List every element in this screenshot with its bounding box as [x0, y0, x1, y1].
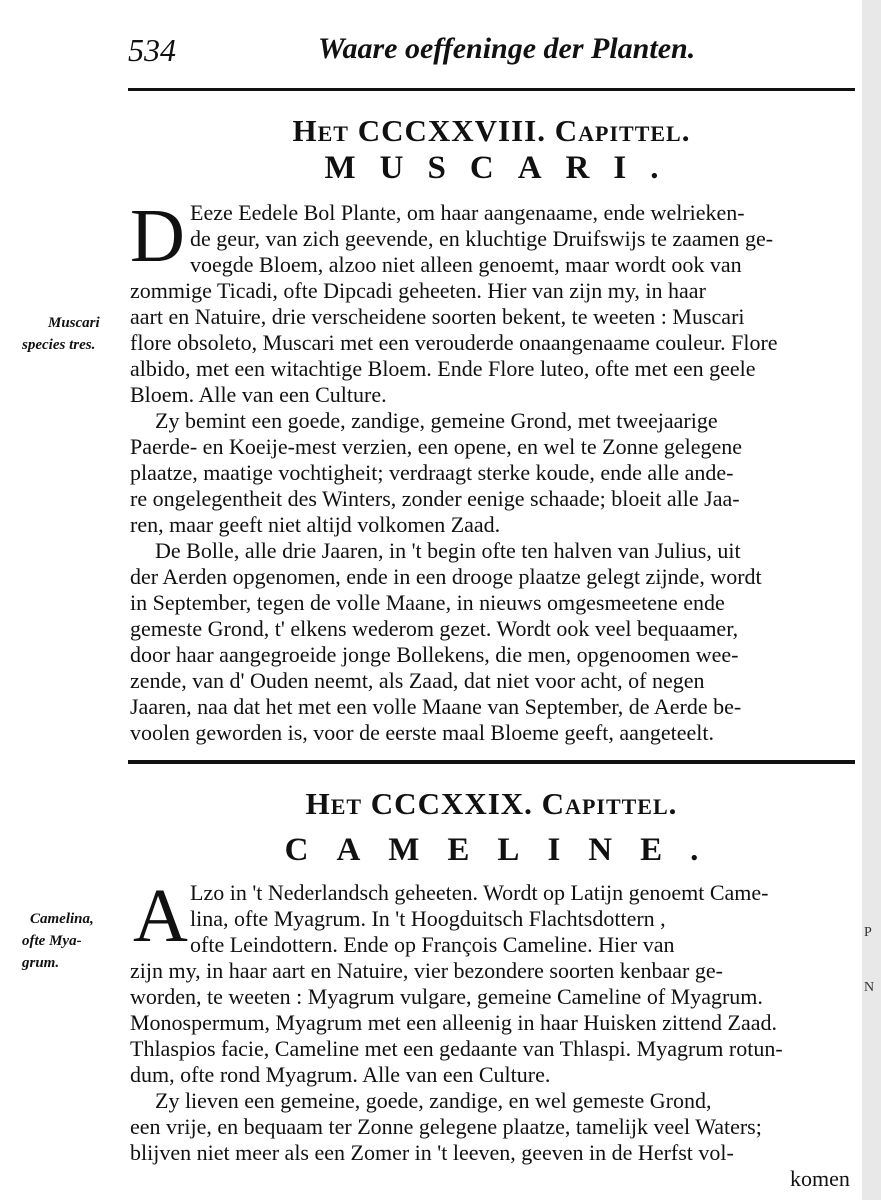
header-rule: [128, 88, 855, 91]
margin-note: ofte Mya-: [22, 933, 82, 949]
text-line: Zy lieven een gemeine, goede, zandige, en wel gemeste Grond,: [155, 1088, 712, 1113]
text-line: De Bolle, alle drie Jaaren, in 't begin ofte ten halven van Julius, uit: [155, 538, 741, 563]
catchword: komen: [790, 1166, 850, 1191]
chapter-heading: Het CCCXXVIII. Capittel.: [292, 113, 691, 148]
text-line: zijn my, in haar aart en Natuire, vier bezondere soorten kenbaar ge-: [130, 958, 723, 983]
text-line: flore obsoleto, Muscari met een verouderde onaangenaame couleur. Flore: [130, 330, 778, 355]
text-line: Bloem. Alle van een Culture.: [130, 382, 387, 407]
text-line: Eeze Eedele Bol Plante, om haar aangenaame, ende welrieken-: [190, 200, 745, 225]
text-line: ofte Leindottern. Ende op François Cameline. Hier van: [190, 932, 675, 957]
text-line: voolen geworden is, voor de eerste maal Bloeme geeft, aangeteelt.: [130, 720, 714, 745]
text-line: gemeste Grond, t' elkens wederom gezet. Wordt ook veel bequaamer,: [130, 616, 739, 641]
text-line: der Aerden opgenomen, ende in een drooge plaatze gelegt zijnde, wordt: [130, 564, 762, 589]
text-line: dum, ofte rond Myagrum. Alle van een Culture.: [130, 1062, 551, 1087]
margin-note: Muscari: [48, 315, 100, 331]
text-line: door haar aangegroeide jonge Bollekens, die men, opgenoomen wee-: [130, 642, 739, 667]
text-line: re ongelegentheit des Winters, zonder eenige schaade; bloeit alle Jaa-: [130, 486, 740, 511]
text-line: Monospermum, Myagrum met een alleenig in haar Huisken zittend Zaad.: [130, 1010, 777, 1035]
margin-note: species tres.: [22, 337, 96, 353]
chapter-heading: Het CCCXXIX. Capittel.: [305, 786, 678, 821]
chapter-title: MUSCARI.: [324, 150, 683, 186]
running-title: Waare oeffeninge der Planten.: [318, 32, 696, 65]
text-line: voegde Bloem, alzoo niet alleen genoemt, maar wordt ook van: [190, 252, 742, 277]
text-line: aart en Natuire, drie verscheidene soorten bekent, te weeten : Muscari: [130, 304, 745, 329]
margin-note: Camelina,: [30, 911, 94, 927]
page-number: 534: [128, 32, 176, 68]
text-line: lina, ofte Myagrum. In 't Hoogduitsch Flachtsdottern ,: [190, 906, 666, 931]
text-line: worden, te weeten : Myagrum vulgare, gemeine Cameline of Myagrum.: [130, 984, 763, 1009]
drop-cap: D: [130, 194, 185, 278]
text-line: zommige Ticadi, ofte Dipcadi geheeten. Hier van zijn my, in haar: [130, 278, 706, 303]
text-line: de geur, van zich geevende, en kluchtige Druifswijs te zaamen ge-: [190, 226, 774, 251]
text-line: zende, van d' Ouden neemt, als Zaad, dat niet voor acht, of negen: [130, 668, 705, 693]
text-line: in September, tegen de volle Maane, in nieuws omgesmeetene ende: [130, 590, 725, 615]
text-line: een vrije, en bequaam ter Zonne gelegene plaatze, tamelijk veel Waters;: [130, 1114, 762, 1139]
text-line: albido, met een witachtige Bloem. Ende Flore luteo, ofte met een geele: [130, 356, 756, 381]
drop-cap: A: [133, 874, 188, 958]
adjacent-page-edge: P N: [862, 0, 881, 1200]
text-line: Lzo in 't Nederlandsch geheeten. Wordt op Latijn genoemt Came-: [190, 880, 769, 905]
text-line: Thlaspios facie, Cameline met een gedaante van Thlaspi. Myagrum rotun-: [130, 1036, 783, 1061]
text-line: Paerde- en Koeije-mest verzien, een opene, en wel te Zonne gelegene: [130, 434, 743, 459]
running-header: [128, 18, 868, 68]
text-line: plaatze, maatige vochtigheit; verdraagt sterke koude, ende alle ande-: [130, 460, 734, 485]
chapter-title: CAMELINE.: [284, 832, 727, 868]
text-line: ren, maar geeft niet altijd volkomen Zaad.: [130, 512, 501, 537]
text-line: blijven niet meer als een Zomer in 't leeven, geeven in de Herfst vol-: [130, 1140, 734, 1165]
section-rule: [128, 760, 855, 764]
text-line: Jaaren, naa dat het met een volle Maane van September, de Aerde be-: [130, 694, 742, 719]
margin-note: grum.: [22, 955, 60, 971]
text-line: Zy bemint een goede, zandige, gemeine Grond, met tweejaarige: [155, 408, 718, 433]
